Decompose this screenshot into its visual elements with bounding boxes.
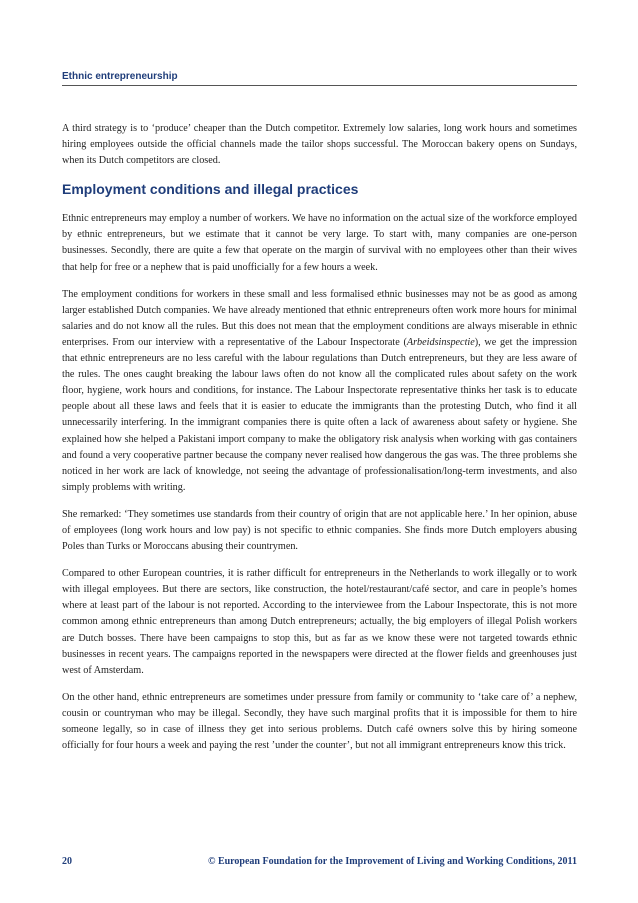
running-header: Ethnic entrepreneurship: [62, 71, 178, 82]
body-paragraph: Ethnic entrepreneurs may employ a number of workers. We have no information on the actual size of the workforce employed by ethnic entrepreneurs, but we estimate that it cannot be very large. To start with, many companies are one-person businesses. Secondly, there are quite a few that operate on the margin of survival with no employees other than their wives that help for free or a nephew that is paid unofficially for a few hours a week.: [62, 213, 577, 273]
body-paragraph: The employment conditions for workers in these small and less formalised ethnic businesses may not be as good as among larger established Dutch companies. We have already mentioned that ethnic entrepreneurs often work more hours for minimal salaries and do not know all the rules. But this does not mean that the employment conditions are always miserable in ethnic enterprises. From our interview with a representative of the Labour Inspectorate (Arbeidsinspectie), we get the impression that ethnic entrepreneurs are no less careful with the labour regulations than Dutch entrepreneurs, but they are less aware of the rules. The ones caught breaking the labour laws often do not know all the complicated rules about safety on the work floor, hygiene, work hours and conditions, for instance. The Labour Inspectorate representative thinks her task is to educate people about all these laws and feels that it is easier to educate the immigrants than the protesting Dutch, who find it all unnecessarily interfering. In the immigrant companies there is quite often a lack of awareness about safety or hygiene. She explained how she helped a Pakistani import company to make the obligatory risk analysis when working with gas containers and found a very cooperative partner because the company never realised how dangerous the gas was. The three problems she noticed in her work are lack of knowledge, not seeing the advantage of professionalisation/long-term investments, and also simply problems with writing.: [62, 288, 578, 493]
header-divider: [62, 85, 577, 86]
body-paragraph: On the other hand, ethnic entrepreneurs are sometimes under pressure from family or community to ‘take care of’ a nephew, cousin or countryman who may be illegal. Secondly, they have such marginal profits that it is impossible for them to hire someone legally, so in case of illness they get into serious problems. Dutch café owners solve this by hiring someone officially for four hours a week and paying the rest ’under the counter’, but not all immigrant entrepreneurs know this trick.: [62, 691, 577, 752]
footer-copyright: © European Foundation for the Improvement of Living and Working Conditions, 2011: [207, 856, 577, 867]
page-number: 20: [62, 856, 72, 867]
intro-paragraph: A third strategy is to ‘produce’ cheaper than the Dutch competitor. Extremely low salaries, long work hours and sometimes hiring employees outside the official channels made the tailor shops successful. The Moroccan bakery opens on Sundays, when its Dutch competitors are closed.: [62, 123, 577, 167]
section-heading: Employment conditions and illegal practices: [62, 181, 359, 198]
body-paragraph: Compared to other European countries, it is rather difficult for entrepreneurs in the Netherlands to work illegally or to work with illegal employees. But there are sectors, like construction, the hotel/restaurant/café sector, and care in people’s homes where at least part of the labour is not reported. According to the interviewee from the Labour Inspectorate, this is not more common among ethnic entrepreneurs than among Dutch entrepreneurs; actually, the big employers of illegal Polish workers are Dutch bosses. There have been campaigns to stop this, but as far as we know these were not targeted towards ethnic businesses in recent years. The campaigns reported in the newspapers were directed at the flower fields and greenhouses just west of Amsterdam.: [62, 568, 577, 676]
body-paragraph: She remarked: ‘They sometimes use standards from their country of origin that are not applicable here.’ In her opinion, abuse of employees (long work hours and low pay) is not specific to ethnic companies. She finds more Dutch employers abusing Poles than Turks or Moroccans abusing their countrymen.: [62, 508, 577, 553]
main-content: [62, 121, 577, 765]
